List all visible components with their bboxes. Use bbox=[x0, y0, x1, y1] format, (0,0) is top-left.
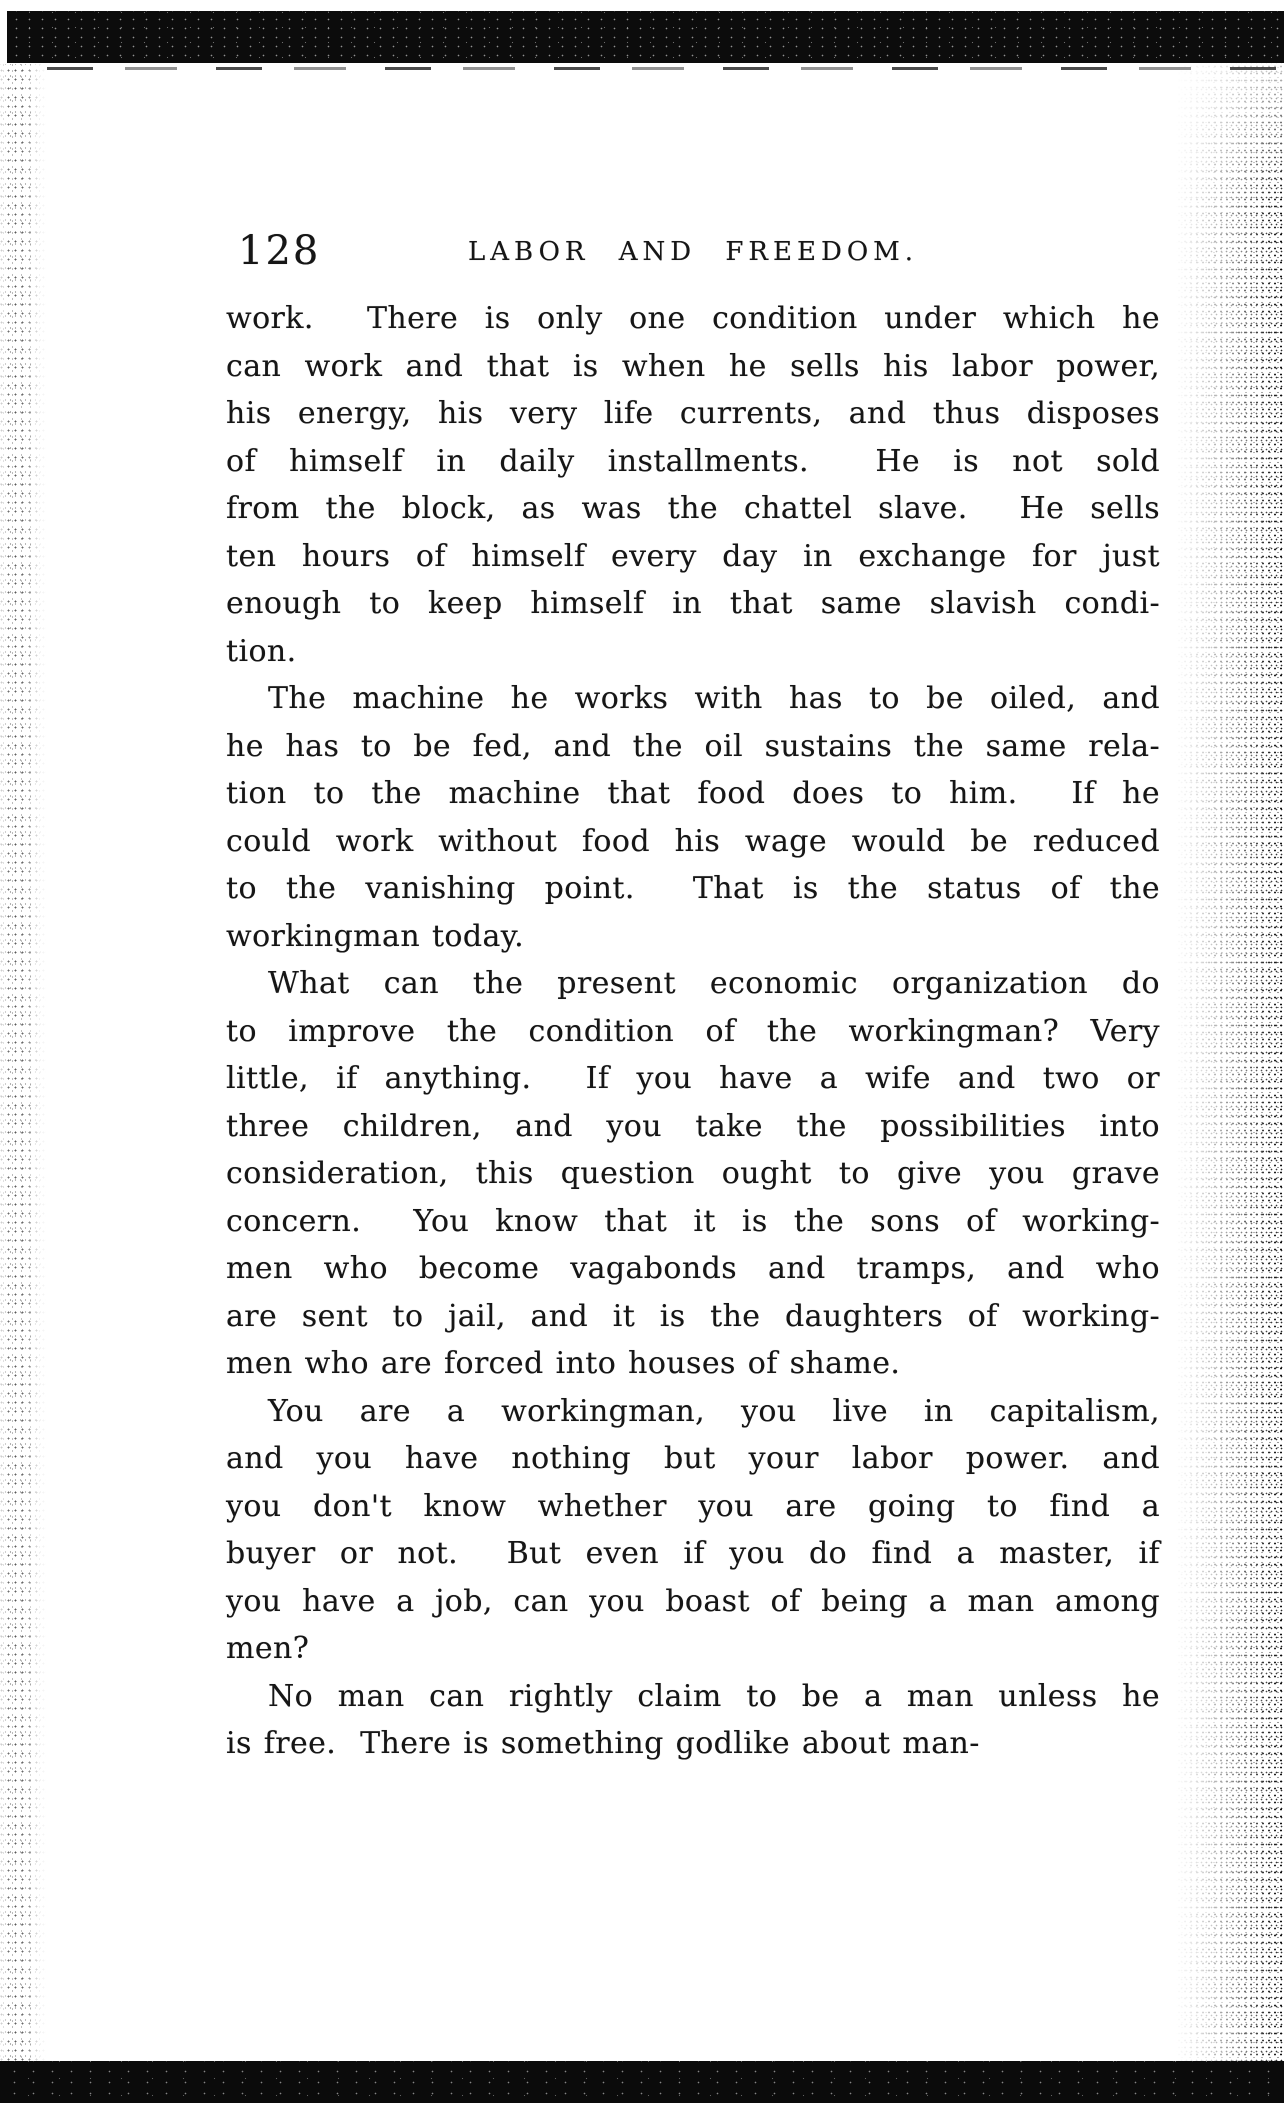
text-line: tion to the machine that food does to him. If he bbox=[226, 776, 1160, 811]
page-curl-shadow-texture bbox=[1176, 63, 1284, 2061]
text-line: enough to keep himself in that same slavish condi- bbox=[226, 586, 1160, 621]
text-line: tion. bbox=[226, 633, 297, 669]
page-header bbox=[226, 228, 1160, 274]
text-line: What can the present economic organization do bbox=[268, 966, 1160, 1001]
text-line: you don't know whether you are going to find a bbox=[226, 1488, 1160, 1524]
text-line: No man can rightly claim to be a man unless he bbox=[268, 1678, 1160, 1714]
scan-edge-bottom bbox=[0, 2061, 1284, 2103]
page-number: 128 bbox=[238, 228, 321, 274]
text-line: ten hours of himself every day in exchange for just bbox=[226, 538, 1160, 574]
text-line: can work and that is when he sells his labor power, bbox=[226, 348, 1160, 384]
running-header: LABOR AND FREEDOM. bbox=[467, 237, 919, 267]
page-body-text bbox=[226, 295, 1160, 1768]
paragraph bbox=[226, 675, 1160, 960]
text-line: could work without food his wage would be reduced bbox=[226, 823, 1160, 859]
text-line: little, if anything. If you have a wife and two or bbox=[226, 1061, 1160, 1096]
text-line: of himself in daily installments. He is not sold bbox=[226, 443, 1160, 479]
text-line: his energy, his very life currents, and thus disposes bbox=[226, 396, 1160, 431]
binding-speckle-left bbox=[0, 64, 46, 2061]
text-line: concern. You know that it is the sons of working- bbox=[226, 1203, 1160, 1239]
text-line: buyer or not. But even if you do find a master, if bbox=[226, 1536, 1160, 1571]
text-line: to the vanishing point. That is the status of the bbox=[226, 871, 1160, 906]
scan-edge-top bbox=[7, 11, 1284, 63]
text-line: You are a workingman, you live in capitalism, bbox=[268, 1393, 1160, 1429]
paragraph bbox=[226, 1388, 1160, 1673]
paragraph bbox=[226, 295, 1160, 675]
text-line: you have a job, can you boast of being a man among bbox=[226, 1583, 1160, 1619]
text-line: are sent to jail, and it is the daughters of working- bbox=[226, 1298, 1160, 1334]
paragraph bbox=[226, 960, 1160, 1388]
text-line: is free. There is something godlike about man- bbox=[226, 1726, 980, 1761]
text-line: to improve the condition of the workingman? Very bbox=[226, 1013, 1160, 1049]
text-line: men? bbox=[226, 1631, 310, 1666]
text-line: and you have nothing but your labor power. and bbox=[226, 1441, 1160, 1476]
paragraph bbox=[226, 1673, 1160, 1768]
text-line: workingman today. bbox=[226, 918, 525, 954]
page-curl-shadow-right bbox=[1176, 63, 1284, 2061]
text-line: work. There is only one condition under which he bbox=[226, 301, 1160, 336]
text-line: men who are forced into houses of shame. bbox=[226, 1346, 901, 1381]
text-line: from the block, as was the chattel slave. He sells bbox=[226, 491, 1160, 526]
text-line: consideration, this question ought to give you grave bbox=[226, 1156, 1160, 1191]
text-line: men who become vagabonds and tramps, and who bbox=[226, 1251, 1160, 1286]
text-line: three children, and you take the possibilities into bbox=[226, 1108, 1160, 1144]
text-line: The machine he works with has to be oiled, and bbox=[268, 681, 1160, 716]
text-line: he has to be fed, and the oil sustains the same rela- bbox=[226, 728, 1160, 764]
